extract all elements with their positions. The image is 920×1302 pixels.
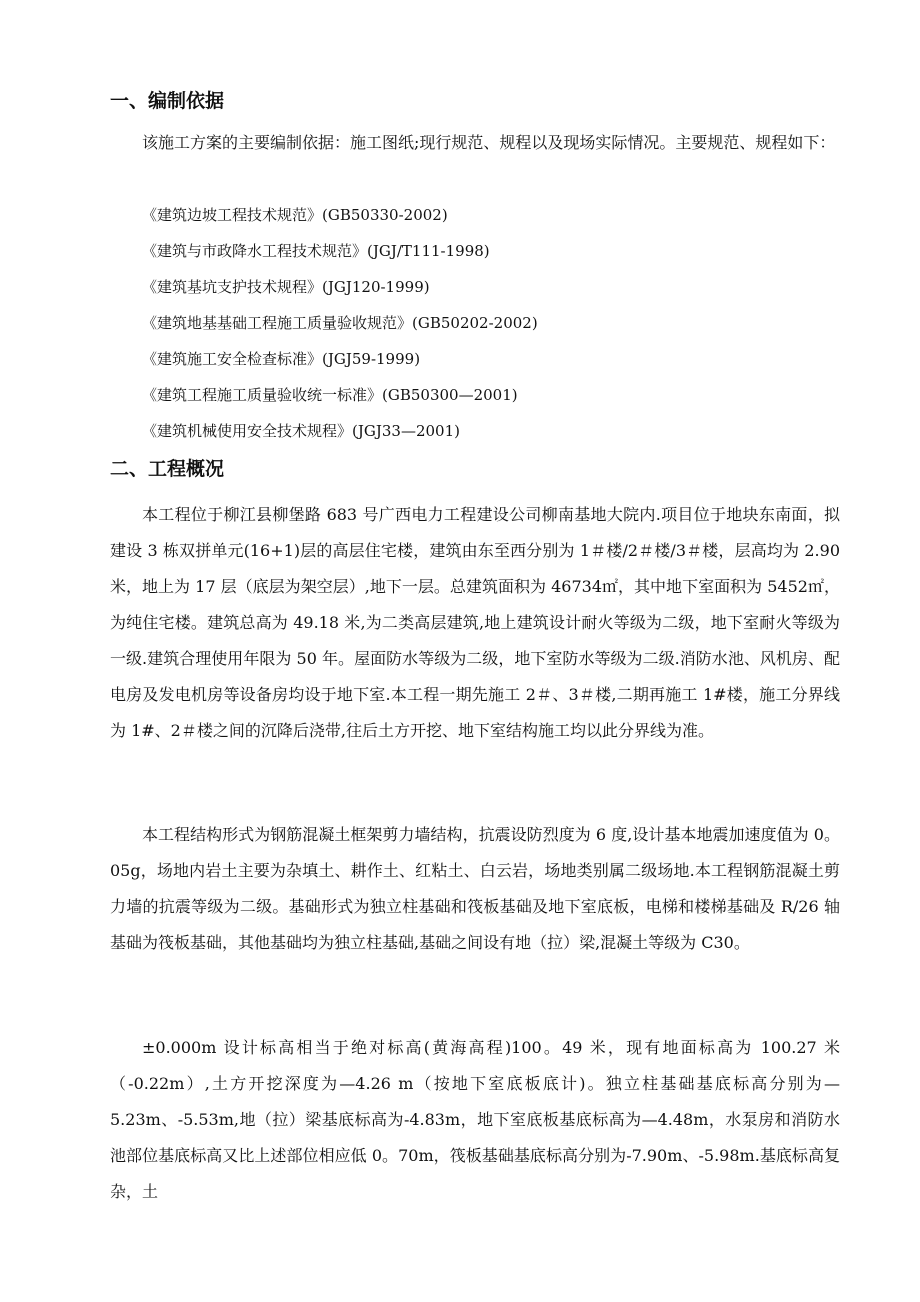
- overview-paragraph-elevation: ±0.000m 设计标高相当于绝对标高(黄海高程)100。49 米，现有地面标高为 100.27 米（-0.22m）,土方开挖深度为—4.26 m（按地下室底板底计)。独立柱基础基底标高分别为—5.23m、-5.53m,地（拉）梁基底标高为-4.83m，地下室底板基底标高为—4.48m，水泵房和消防水池部位基底标高又比上述部位相应低 0。70m，筏板基础基底标高分别为-7.90m、-5.98m.基底标高复杂，土: [110, 1038, 840, 1201]
- section-heading-overview: 二、工程概况: [110, 458, 225, 480]
- spec-item: 《建筑地基基础工程施工质量验收规范》(GB50202-2002): [142, 314, 538, 332]
- spec-list: [142, 197, 538, 449]
- spec-item: 《建筑施工安全检查标准》(JGJ59-1999): [142, 350, 421, 368]
- spec-item: 《建筑机械使用安全技术规程》(JGJ33—2001): [142, 422, 460, 440]
- section-heading-basis: 一、编制依据: [110, 90, 225, 112]
- overview-paragraph-location: 本工程位于柳江县柳堡路 683 号广西电力工程建设公司柳南基地大院内.项目位于地块东南面，拟建设 3 栋双拼单元(16+1)层的高层住宅楼，建筑由东至西分别为 1＃楼/2＃楼/3＃楼，层高均为 2.90 米，地上为 17 层（底层为架空层）,地下一层。总建筑面积为 46734㎡，其中地下室面积为 5452㎡，为纯住宅楼。建筑总高为 49.18 米,为二类高层建筑,地上建筑设计耐火等级为二级，地下室耐火等级为一级.建筑合理使用年限为 50 年。屋面防水等级为二级，地下室防水等级为二级.消防水池、风机房、配电房及发电机房等设备房均设于地下室.本工程一期先施工 2＃、3＃楼,二期再施工 1#楼，施工分界线为 1#、2＃楼之间的沉降后浇带,往后土方开挖、地下室结构施工均以此分界线为准。: [110, 505, 840, 740]
- spec-item: 《建筑工程施工质量验收统一标准》(GB50300—2001): [142, 386, 518, 404]
- spec-item: 《建筑基坑支护技术规程》(JGJ120-1999): [142, 278, 430, 296]
- spec-item: 《建筑边坡工程技术规范》(GB50330-2002): [142, 206, 448, 224]
- basis-intro-paragraph: 该施工方案的主要编制依据：施工图纸;现行规范、规程以及现场实际情况。主要规范、规程如下：: [142, 133, 836, 152]
- spec-item: 《建筑与市政降水工程技术规范》(JGJ/T111-1998): [142, 242, 490, 260]
- overview-paragraph-structure: 本工程结构形式为钢筋混凝土框架剪力墙结构，抗震设防烈度为 6 度,设计基本地震加速度值为 0。05g，场地内岩土主要为杂填土、耕作土、红粘土、白云岩，场地类别属二级场地.本工程钢筋混凝土剪力墙的抗震等级为二级。基础形式为独立柱基础和筏板基础及地下室底板，电梯和楼梯基础及 R/26 轴基础为筏板基础，其他基础均为独立柱基础,基础之间设有地（拉）梁,混凝土等级为 C30。: [110, 825, 840, 952]
